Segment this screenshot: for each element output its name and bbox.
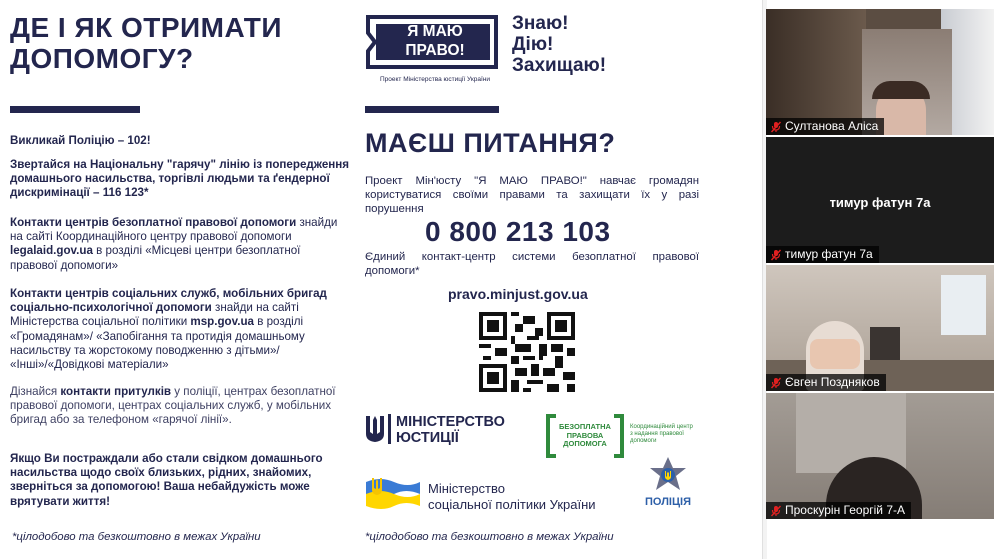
participant-name: Проскурін Георгій 7-А (785, 503, 905, 517)
free-legal-line-2: ПРАВОВА (566, 430, 604, 440)
flag-icon (364, 474, 420, 510)
hotline-text: Звертайся на Національну "гарячу" лінію із попередження домашнього насильства, торгівлі людьми та ґендерної дискримінації – 116 123* (10, 158, 350, 200)
ministry-social-name-2: соціальної політики України (428, 497, 596, 512)
free-legal-aid-logo (546, 414, 696, 458)
muted-mic-icon (770, 249, 782, 261)
participant-name-tag-4 (766, 502, 911, 519)
participant-name: Євген Поздняков (785, 375, 880, 389)
participant-center-name: тимур фатун 7а (829, 195, 931, 210)
ministry-justice-name-2: ЮСТИЦІЇ (396, 430, 459, 446)
free-legal-line-1: БЕЗОПЛАТНА (559, 422, 611, 431)
victim-appeal-text: Якщо Ви постраждали або стали свідком домашнього насильства щодо своїх близьких, рідних, знайомих, зверніться за допомогою! Ваша небайдужість може врятувати життя! (10, 452, 323, 508)
logo-text: Я МАЮ ПРАВО! (405, 23, 465, 59)
participant-name-tag-1 (766, 118, 884, 135)
divider-mid (365, 106, 499, 113)
participant-tile-3[interactable] (766, 265, 994, 391)
left-title: ДЕ І ЯК ОТРИМАТИ ДОПОМОГУ? (10, 12, 283, 74)
website-url: pravo.minjust.gov.ua (448, 286, 588, 302)
police-star-icon (648, 456, 688, 494)
muted-mic-icon (770, 505, 782, 517)
participant-name-tag-3 (766, 374, 886, 391)
trident-icon (364, 414, 386, 444)
footnote-left: *цілодобово та безкоштовно в межах України (12, 531, 261, 543)
participant-tile-4[interactable] (766, 393, 994, 519)
mid-title: МАЄШ ПИТАННЯ? (365, 128, 616, 158)
footnote-right: *цілодобово та безкоштовно в межах України (365, 531, 614, 543)
legal-aid-text: Контакти центрів безоплатної правової допомоги знайди на сайті Координаційного центру правової допомоги legalaid.gov.ua в розділі «Місцеві центри безоплатної правової допомоги» (10, 216, 338, 272)
participant-name: Султанова Аліса (785, 119, 879, 133)
phone-caption: Єдиний контакт-центр системи безоплатної правової допомоги* (365, 251, 699, 277)
qr-code (479, 312, 575, 392)
shelter-text: Дізнайся контакти притулків у поліції, центрах безоплатної правової допомоги, центрах соціальних служб, у мобільних бригад або за телефоном «гарячої лінії». (10, 385, 336, 427)
police-label: ПОЛІЦІЯ (645, 496, 691, 508)
social-services-text: Контакти центрів соціальних служб, мобільних бригад соціально-психологічної допомоги знайди на сайті Міністерства соціальної політики msp.gov.ua в розділі «Громадянам»/ «Запобігання та протидія домашньому насильству та жорстокому поводженню з дітьми»/ «Інші»/«Довідкові матеріали» (10, 287, 327, 372)
participant-tile-2[interactable] (766, 137, 994, 263)
participant-name: тимур фатун 7а (785, 247, 873, 261)
police-logo (641, 456, 695, 512)
call-police-text: Викликай Поліцію – 102! (10, 134, 151, 147)
mid-description: Проект Мін'юсту "Я МАЮ ПРАВО!" навчає громадян користуватися своїми правами та захищати їх у разі порушення (365, 175, 699, 215)
phone-number: 0 800 213 103 (425, 216, 611, 247)
slogan: Знаю! Дію! Захищаю! (512, 13, 607, 76)
ministry-justice-name-1: МІНІСТЕРСТВО (396, 414, 505, 430)
participant-tile-1[interactable] (766, 9, 994, 135)
divider-left (10, 106, 140, 113)
ministry-social-name-1: Міністерство (428, 481, 505, 496)
logo-caption: Проект Міністерства юстиції України (380, 76, 490, 83)
participant-name-tag-2 (766, 246, 879, 263)
muted-mic-icon (770, 121, 782, 133)
free-legal-line-3: ДОПОМОГА (563, 439, 607, 448)
muted-mic-icon (770, 377, 782, 389)
coord-center-label: Координаційний центр з надання правової допомоги (630, 424, 693, 444)
